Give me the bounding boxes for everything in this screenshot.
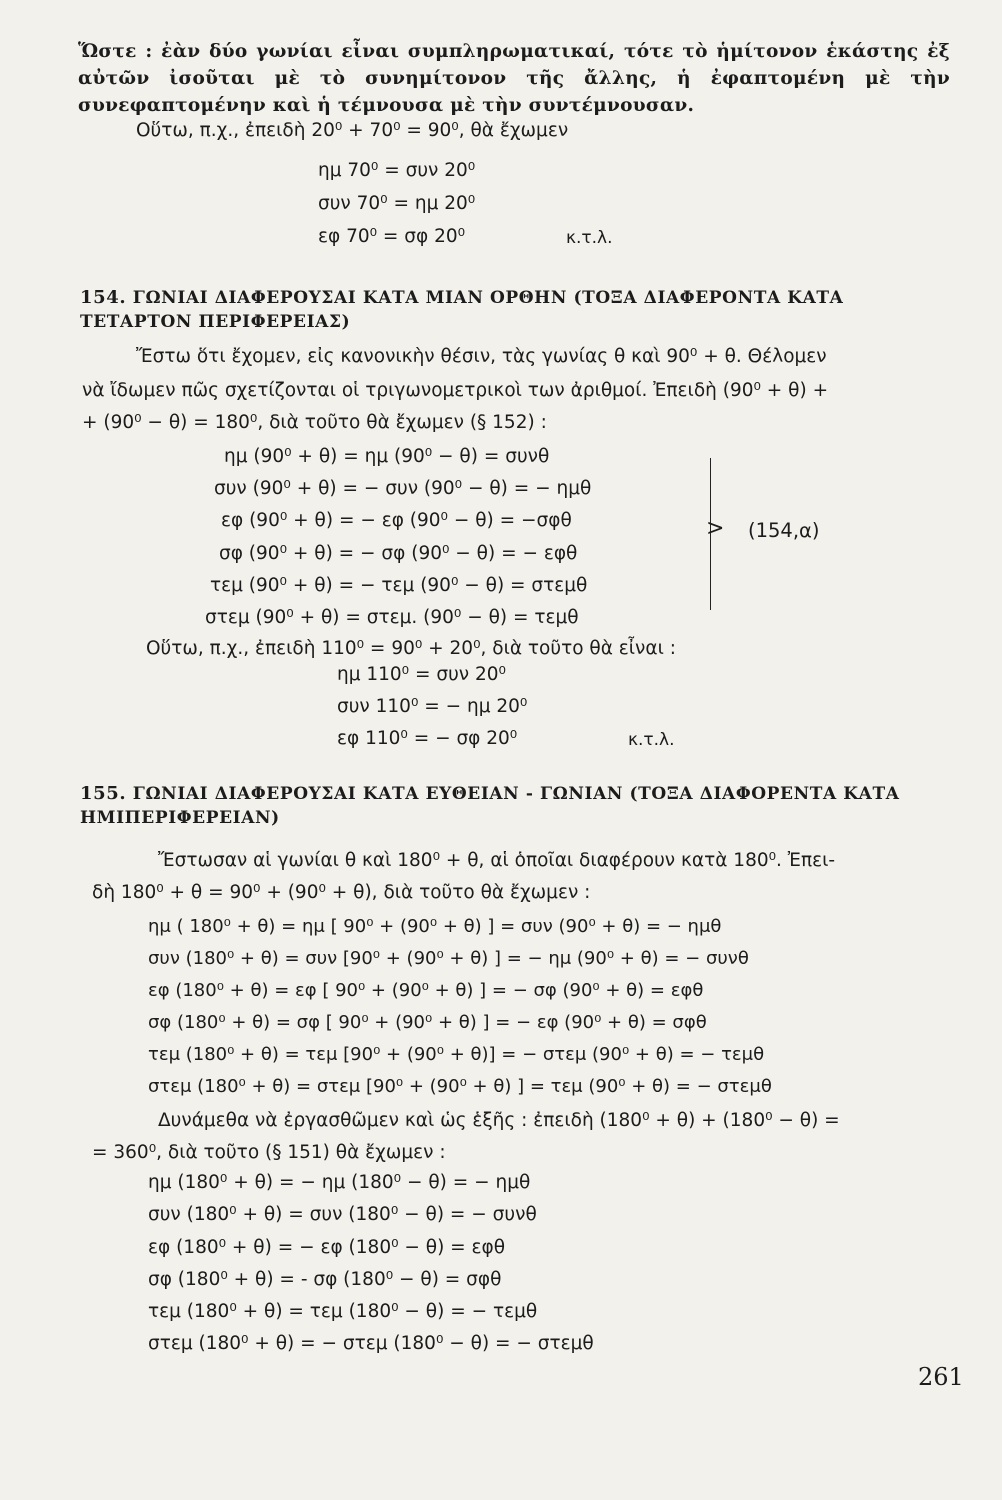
section-155-line-2: δὴ 180⁰ + θ = 90⁰ + (90⁰ + θ), διὰ τοῦτο θὰ ἔχωμεν : xyxy=(92,882,591,903)
section-154-eq-4: σφ (90⁰ + θ) = − σφ (90⁰ − θ) = − εφθ xyxy=(219,543,578,564)
section-155-eq2-2: συν (180⁰ + θ) = συν (180⁰ − θ) = − συνθ xyxy=(148,1204,537,1225)
section-155-eq-1: ημ ( 180⁰ + θ) = ημ [ 90⁰ + (90⁰ + θ) ] = συν (90⁰ + θ) = − ημθ xyxy=(148,916,722,937)
section-155-line-4: = 360⁰, διὰ τοῦτο (§ 151) θὰ ἔχωμεν : xyxy=(92,1142,446,1163)
intro-paragraph: Ὥστε : ἐὰν δύο γωνίαι εἶναι συμπληρωματικαί, τότε τὸ ἡμίτονον ἑκάστης ἐξ αὐτῶν ἰσοῦται μὲ τὸ συνημίτονον τῆς ἄλλης, ἡ ἐφαπτομένη μὲ τὴν συνεφαπτομένην καὶ ἡ τέμνουσα μὲ τὴν συντέμνουσαν. xyxy=(78,41,950,116)
section-154-heading xyxy=(80,286,960,334)
brace-tip-icon: > xyxy=(706,516,725,541)
example1-line-3: εφ 70⁰ = σφ 20⁰ xyxy=(318,226,466,247)
example1-line-2: συν 70⁰ = ημ 20⁰ xyxy=(318,193,476,214)
example1-intro: Οὕτω, π.χ., ἐπειδὴ 20⁰ + 70⁰ = 90⁰, θὰ ἔχωμεν xyxy=(136,120,569,141)
section-154-example-1: ημ 110⁰ = συν 20⁰ xyxy=(337,664,506,685)
section-154-eq-1: ημ (90⁰ + θ) = ημ (90⁰ − θ) = συνθ xyxy=(224,446,550,467)
example1-line-1: ημ 70⁰ = συν 20⁰ xyxy=(318,160,476,181)
section-154-eq-2: συν (90⁰ + θ) = − συν (90⁰ − θ) = − ημθ xyxy=(214,478,592,499)
section-154-etc: κ.τ.λ. xyxy=(628,730,675,750)
example1-etc: κ.τ.λ. xyxy=(566,228,613,248)
section-155-eq2-4: σφ (180⁰ + θ) = - σφ (180⁰ − θ) = σφθ xyxy=(148,1269,502,1290)
section-154-example-2: συν 110⁰ = − ημ 20⁰ xyxy=(337,696,528,717)
equation-label-154a: (154,α) xyxy=(748,519,820,542)
section-154-line-3: + (90⁰ − θ) = 180⁰, διὰ τοῦτο θὰ ἔχωμεν (§ 152) : xyxy=(82,412,547,433)
section-154-example-intro: Οὕτω, π.χ., ἐπειδὴ 110⁰ = 90⁰ + 20⁰, διὰ τοῦτο θὰ εἶναι : xyxy=(146,638,676,659)
section-155-eq2-1: ημ (180⁰ + θ) = − ημ (180⁰ − θ) = − ημθ xyxy=(148,1172,531,1193)
section-155-eq-5: τεμ (180⁰ + θ) = τεμ [90⁰ + (90⁰ + θ)] = − στεμ (90⁰ + θ) = − τεμθ xyxy=(148,1044,765,1065)
section-154-title: ΓΩΝΙΑΙ ΔΙΑΦΕΡΟΥΣΑΙ ΚΑΤΑ ΜΙΑΝ ΟΡΘΗΝ (ΤΟΞΑ ΔΙΑΦΕΡΟΝΤΑ ΚΑΤΑ ΤΕΤΑΡΤΟΝ ΠΕΡΙΦΕΡΕΙΑΣ) xyxy=(80,288,844,332)
section-154-example-3: εφ 110⁰ = − σφ 20⁰ xyxy=(337,728,518,749)
page-number: 261 xyxy=(918,1363,964,1391)
section-154-line-1: Ἔστω ὅτι ἔχομεν, εἰς κανονικὴν θέσιν, τὰς γωνίας θ καὶ 90⁰ + θ. Θέλομεν xyxy=(136,346,827,367)
section-155-eq2-3: εφ (180⁰ + θ) = − εφ (180⁰ − θ) = εφθ xyxy=(148,1237,506,1258)
section-155-eq-2: συν (180⁰ + θ) = συν [90⁰ + (90⁰ + θ) ] = − ημ (90⁰ + θ) = − συνθ xyxy=(148,948,749,969)
section-155-line-1: Ἔστωσαν αἱ γωνίαι θ καὶ 180⁰ + θ, αἱ ὁποῖαι διαφέρουν κατὰ 180⁰. Ἐπει- xyxy=(158,850,836,871)
section-155-heading xyxy=(80,782,960,830)
section-154-eq-3: εφ (90⁰ + θ) = − εφ (90⁰ − θ) = −σφθ xyxy=(221,510,572,531)
section-155-eq-4: σφ (180⁰ + θ) = σφ [ 90⁰ + (90⁰ + θ) ] = − εφ (90⁰ + θ) = σφθ xyxy=(148,1012,707,1033)
section-154-number: 154. xyxy=(80,287,127,308)
section-155-eq-3: εφ (180⁰ + θ) = εφ [ 90⁰ + (90⁰ + θ) ] = − σφ (90⁰ + θ) = εφθ xyxy=(148,980,704,1001)
section-154-line-2: νὰ ἴδωμεν πῶς σχετίζονται οἱ τριγωνομετρικοὶ των ἀριθμοί. Ἐπειδὴ (90⁰ + θ) + xyxy=(82,380,829,401)
section-155-number: 155. xyxy=(80,783,127,804)
section-155-eq2-5: τεμ (180⁰ + θ) = τεμ (180⁰ − θ) = − τεμθ xyxy=(148,1301,538,1322)
section-155-line-3: Δυνάμεθα νὰ ἐργασθῶμεν καὶ ὡς ἑξῆς : ἐπειδὴ (180⁰ + θ) + (180⁰ − θ) = xyxy=(158,1110,840,1131)
section-155-eq-6: στεμ (180⁰ + θ) = στεμ [90⁰ + (90⁰ + θ) ] = τεμ (90⁰ + θ) = − στεμθ xyxy=(148,1076,772,1097)
section-154-eq-5: τεμ (90⁰ + θ) = − τεμ (90⁰ − θ) = στεμθ xyxy=(210,575,588,596)
section-155-eq2-6: στεμ (180⁰ + θ) = − στεμ (180⁰ − θ) = − στεμθ xyxy=(148,1333,594,1354)
section-155-title: ΓΩΝΙΑΙ ΔΙΑΦΕΡΟΥΣΑΙ ΚΑΤΑ ΕΥΘΕΙΑΝ - ΓΩΝΙΑΝ (ΤΟΞΑ ΔΙΑΦΟΡΕΝΤΑ ΚΑΤΑ ΗΜΙΠΕΡΙΦΕΡΕΙΑΝ) xyxy=(80,784,900,828)
section-154-eq-6: στεμ (90⁰ + θ) = στεμ. (90⁰ − θ) = τεμθ xyxy=(205,607,579,628)
